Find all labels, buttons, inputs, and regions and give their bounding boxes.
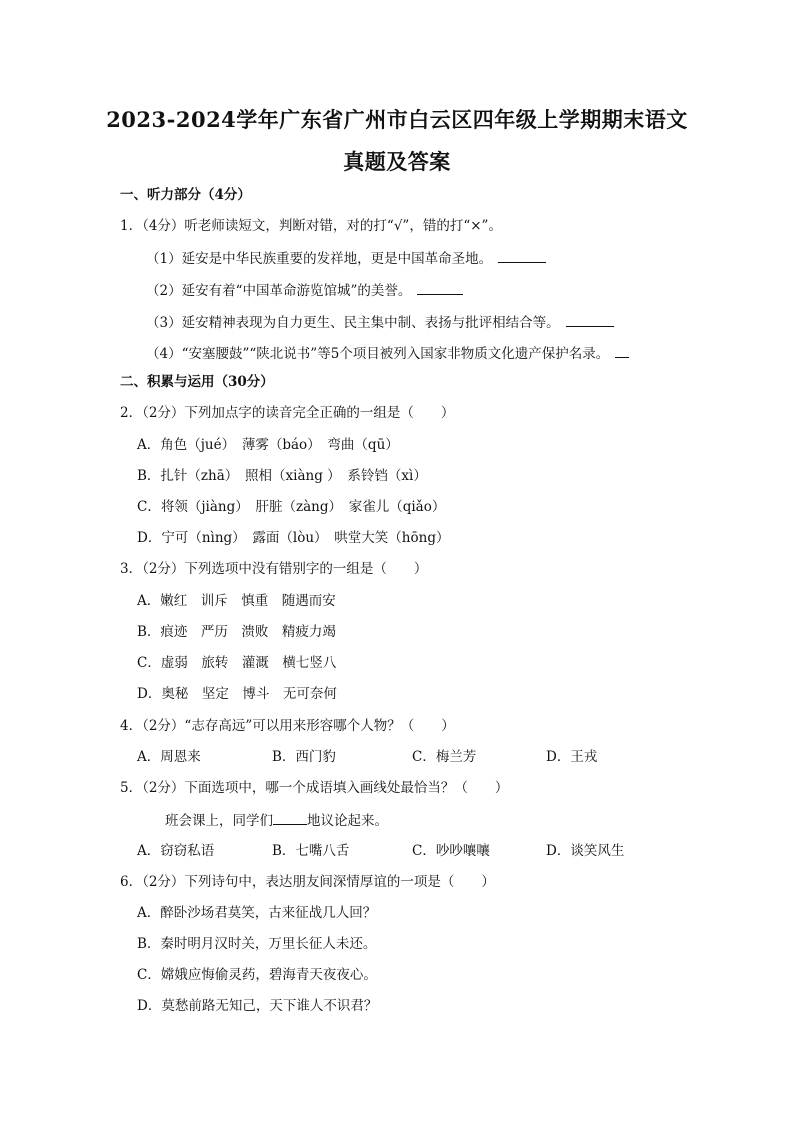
question-1-item-2: （2）延安有着“中国革命游览馆城”的美誉。 [146, 281, 463, 300]
fill-in-blank[interactable] [273, 811, 307, 825]
question-2-option-d[interactable]: D．宁可（nìng） 露面（lòu） 哄堂大笑（hōng） [137, 530, 450, 546]
question-1-stem: 1．（4分）听老师读短文，判断对错，对的打“√”，错的打“×”。 [120, 218, 502, 234]
question-1-item-3: （3）延安精神表现为自力更生、民主集中制、表扬与批评相结合等。 [146, 313, 614, 332]
question-3-option-a[interactable]: A．嫩红 训斥 慎重 随遇而安 [137, 593, 336, 609]
question-4-stem: 4．（2分）“志存高远”可以用来形容哪个人物？（ ） [120, 718, 455, 734]
document-title-line-1: 2023-2024学年广东省广州市白云区四年级上学期期末语文 [106, 107, 688, 132]
question-5-option-d[interactable]: D．谈笑风生 [546, 843, 625, 859]
section-heading-accumulation: 二、积累与运用（30分） [120, 374, 274, 390]
document-title-line-2: 真题及答案 [343, 149, 451, 174]
section-heading-listening: 一、听力部分（4分） [120, 187, 251, 203]
question-6-option-a[interactable]: A．醉卧沙场君莫笑，古来征战几人回？ [137, 905, 377, 921]
question-3-option-c[interactable]: C．虚弱 旅转 灌溉 横七竖八 [137, 655, 337, 671]
question-3-option-b[interactable]: B．痕迹 严历 溃败 精疲力竭 [137, 624, 336, 640]
question-5-option-b[interactable]: B．七嘴八舌 [272, 843, 350, 859]
question-6-option-b[interactable]: B．秦时明月汉时关，万里长征人未还。 [137, 936, 377, 952]
question-2-option-b[interactable]: B．扎针（zhā） 照相（xiàng ） 系铃铛（xì） [137, 468, 427, 484]
question-4-option-a[interactable]: A．周恩来 [137, 749, 201, 765]
answer-blank[interactable] [615, 344, 629, 358]
answer-blank[interactable] [566, 313, 614, 327]
question-2-option-c[interactable]: C．将领（jiàng） 肝脏（zàng） 家雀儿（qiǎo） [137, 499, 446, 515]
question-4-option-c[interactable]: C．梅兰芳 [412, 749, 477, 765]
question-5-option-a[interactable]: A．窃窃私语 [137, 843, 215, 859]
question-2-option-a[interactable]: A．角色（jué） 薄雾（báo） 弯曲（qū） [137, 437, 399, 453]
question-6-stem: 6．（2分）下列诗句中，表达朋友间深情厚谊的一项是（ ） [120, 874, 495, 890]
answer-blank[interactable] [498, 249, 546, 263]
question-5-option-c[interactable]: C．吵吵嚷嚷 [412, 843, 490, 859]
question-6-option-c[interactable]: C．嫦娥应悔偷灵药，碧海青天夜夜心。 [137, 967, 377, 983]
question-5-stem: 5．（2分）下面选项中，哪一个成语填入画线处最恰当？（ ） [120, 780, 509, 796]
question-3-stem: 3．（2分）下列选项中没有错别字的一组是（ ） [120, 561, 428, 577]
question-2-stem: 2．（2分）下列加点字的读音完全正确的一组是（ ） [120, 405, 455, 421]
question-4-option-d[interactable]: D．王戎 [546, 749, 598, 765]
question-4-option-b[interactable]: B．西门豹 [272, 749, 336, 765]
question-3-option-d[interactable]: D．奥秘 坚定 博斗 无可奈何 [137, 686, 337, 702]
question-1-item-4: （4）“安塞腰鼓”“陕北说书”等5个项目被列入国家非物质文化遗产保护名录。 [146, 344, 629, 363]
answer-blank[interactable] [417, 281, 463, 295]
question-1-item-1: （1）延安是中华民族重要的发祥地，更是中国革命圣地。 [146, 249, 546, 268]
question-5-sentence: 班会课上，同学们 地议论起来。 [165, 813, 388, 829]
question-6-option-d[interactable]: D．莫愁前路无知己，天下谁人不识君？ [137, 998, 378, 1014]
